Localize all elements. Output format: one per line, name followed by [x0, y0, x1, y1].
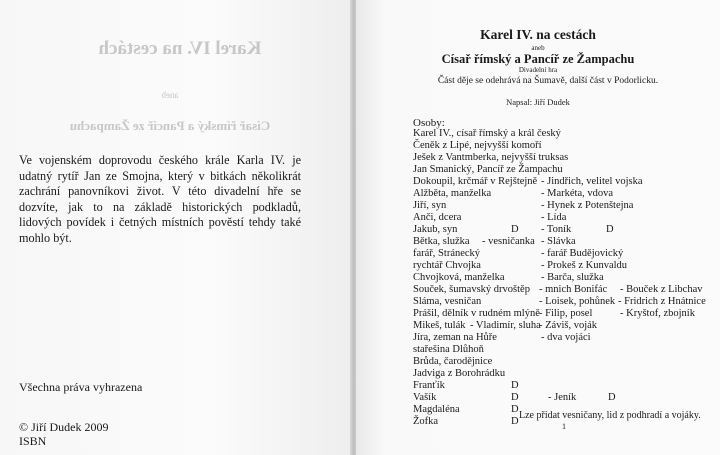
cast-prokes: - Prokeš z Kunvaldu	[541, 260, 628, 271]
cast-farar-bud: - farář Budějovický	[541, 248, 624, 259]
cast-boucek: - Bouček z Libchav	[620, 284, 703, 295]
copyright-line: © Jiří Dudek 2009	[19, 420, 109, 434]
cast-soucek: Souček, šumavský drvoštěp	[413, 284, 530, 295]
play-title: Karel IV. na cestách	[480, 27, 596, 42]
intro-paragraph: Ve vojenském doprovodu českého krále Karla IV. je udatný rytíř Jan ze Smojna, který v bitkách několikrát zachrání panovníkovi život. V této divadelní hře se dozvíte, jak to na základě historických podkladů, lidových povídek i četných místních pověstí tehdy také mohlo být.	[19, 153, 301, 245]
cast-slavka: - Slávka	[541, 236, 576, 247]
mark-d-jenik: D	[608, 392, 616, 403]
page-number: 1	[562, 422, 566, 431]
cast-betka: Bětka, služka	[413, 236, 470, 247]
cast-lida: - Lída	[541, 212, 567, 223]
mark-d-frantik: D	[511, 380, 519, 391]
copyright-block	[19, 420, 108, 448]
cast-heading: Osoby:	[413, 117, 445, 129]
cast-slama: Sláma, vesničan	[413, 296, 482, 307]
cast-bonifac: - mnich Bonifác	[539, 284, 608, 295]
cast-fridrich: - Fridrich z Hnátnice	[618, 296, 706, 307]
aneb-label: aneb	[531, 44, 545, 52]
rights-notice: Všechna práva vyhrazena	[19, 380, 143, 394]
mark-d-zofka: D	[511, 416, 519, 427]
cast-zavis: - Záviš, voják	[539, 320, 598, 331]
cast-cenek: Čeněk z Lipé, nejvyšší komoří	[413, 140, 542, 151]
cast-loisek: - Loisek, pohůnek	[539, 296, 616, 307]
crowd-note: Lze přidat vesničany, lid z podhradí a vojáky.	[519, 410, 701, 421]
cast-prasil: Prášil, dělník v rudném mlýně	[413, 308, 540, 319]
cast-krystof: - Kryštof, zbojník	[620, 308, 695, 319]
cast-jakub: Jakub, syn	[413, 224, 458, 235]
cast-tonik: - Toník	[541, 224, 572, 235]
left-page	[0, 0, 352, 455]
cast-mikes: Mikeš, tulák	[413, 320, 466, 331]
genre-label: Divadelní hra	[518, 66, 558, 74]
cast-alzbeta: Alžběta, manželka	[413, 188, 492, 199]
cast-jenik: - Jeník	[548, 392, 577, 403]
cast-vladimir: - Vladimír, sluha	[470, 320, 541, 331]
cast-frantik: Franťík	[413, 380, 445, 391]
cast-jindrich: - Jindřich, velitel vojska	[541, 176, 643, 187]
mark-d-magdalena: D	[511, 404, 519, 415]
cast-farar: farář, Stránecký	[413, 248, 481, 259]
cast-vojaci: - dva vojáci	[541, 332, 591, 343]
cast-vasik: Vašík	[413, 392, 437, 403]
cast-barca: - Barča, služka	[541, 272, 604, 283]
cast-hynek: - Hynek z Potenštejna	[541, 200, 634, 211]
cast-jan: Jan Smanický, Pancíř ze Žampachu	[413, 164, 563, 175]
cast-jira: Jíra, zeman na Hůře	[413, 332, 497, 343]
cast-jiri: Jiří, syn	[413, 200, 447, 211]
play-subtitle: Císař římský a Pancíř ze Žampachu	[441, 52, 635, 66]
cast-anci: Anči, dcera	[413, 212, 462, 223]
cast-karel: Karel IV., císař římský a král český	[413, 128, 561, 139]
author-line: Napsal: Jiří Dudek	[506, 97, 570, 107]
cast-magdalena: Magdaléna	[413, 404, 460, 415]
ghost-title: Karel IV. na cestách	[98, 38, 262, 59]
cast-dokoupil: Dokoupil, krčmář v Rejštejně	[413, 176, 538, 187]
cast-chvojkova: Chvojková, manželka	[413, 272, 505, 283]
mark-d-tonik: D	[606, 224, 614, 235]
right-page	[356, 0, 720, 455]
ghost-aneb: aneb	[161, 90, 179, 100]
cast-marketa: - Markéta, vdova	[541, 188, 614, 199]
mark-d-jakub: D	[511, 224, 519, 235]
cast-bruda: Brůda, čarodějnice	[413, 356, 493, 367]
cast-filip: - Filip, posel	[539, 308, 593, 319]
mark-d-vasik: D	[511, 392, 519, 403]
ghost-subtitle: Císař římský a Pancíř ze Žampachu	[69, 118, 271, 133]
cast-vesnicanka: - vesničanka	[482, 236, 535, 247]
cast-jadviga: Jadviga z Borohrádku	[413, 368, 506, 379]
cast-rychtar: rychtář Chvojka	[413, 260, 481, 271]
cast-jesek: Ješek z Vantmberka, nejvyšší truksas	[413, 152, 569, 163]
cast-zofka: Žofka	[413, 416, 439, 427]
setting-line: Část děje se odehrává na Šumavě, další část v Podorlicku.	[437, 76, 659, 86]
cast-staresina: stařešina Dlůhoň	[413, 344, 484, 355]
isbn-line: ISBN	[19, 434, 47, 448]
